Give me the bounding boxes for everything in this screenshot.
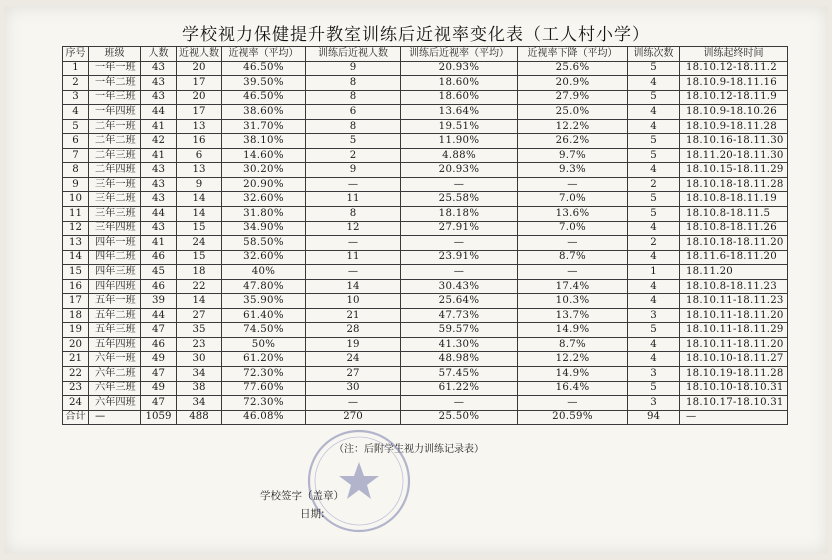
table-cell: 13 bbox=[177, 119, 222, 134]
table-cell: 24 bbox=[306, 352, 401, 367]
table-cell: — bbox=[306, 177, 401, 192]
table-cell: 44 bbox=[141, 105, 177, 120]
table-cell: 30.20% bbox=[222, 163, 306, 178]
table-cell: 一年一班 bbox=[89, 61, 141, 76]
table-row bbox=[63, 279, 788, 294]
table-cell: 20.93% bbox=[401, 163, 518, 178]
table-cell: — bbox=[518, 396, 628, 411]
table-cell: 四年四班 bbox=[89, 279, 141, 294]
table-cell: 18.11.20 bbox=[680, 265, 788, 280]
table-cell: 8.7% bbox=[518, 337, 628, 352]
date-label: 日期: bbox=[300, 508, 325, 520]
table-cell: 18.10.11-18.11.29 bbox=[680, 323, 788, 338]
table-row bbox=[63, 148, 788, 163]
table-cell: 74.50% bbox=[222, 323, 306, 338]
table-cell: 25.0% bbox=[518, 105, 628, 120]
table-cell: 2 bbox=[63, 76, 89, 91]
table-cell: 39.50% bbox=[222, 76, 306, 91]
signature-label: 学校签字（盖章） bbox=[260, 490, 344, 502]
table-cell: 18.10.15-18.11.29 bbox=[680, 163, 788, 178]
table-cell: 72.30% bbox=[222, 367, 306, 382]
table-cell: 4 bbox=[628, 294, 680, 309]
table-cell: 46 bbox=[141, 250, 177, 265]
table-cell: 4 bbox=[628, 337, 680, 352]
table-cell: 11 bbox=[63, 207, 89, 222]
table-cell: 21 bbox=[63, 352, 89, 367]
table-cell: 7.0% bbox=[518, 221, 628, 236]
table-cell: 27 bbox=[306, 367, 401, 382]
table-cell: 40% bbox=[222, 265, 306, 280]
table-cell: 9 bbox=[63, 177, 89, 192]
table-cell: 20.9% bbox=[518, 76, 628, 91]
table-cell: 8 bbox=[306, 90, 401, 105]
page-title: 学校视力保健提升教室训练后近视率变化表（工人村小学） bbox=[182, 25, 650, 45]
table-cell: 15 bbox=[177, 250, 222, 265]
table-cell: 43 bbox=[141, 192, 177, 207]
table-row bbox=[63, 90, 788, 105]
table-cell: 34 bbox=[177, 367, 222, 382]
table-cell: 22 bbox=[177, 279, 222, 294]
table-cell: 9 bbox=[177, 177, 222, 192]
table-cell: 23.91% bbox=[401, 250, 518, 265]
table-row bbox=[63, 308, 788, 323]
table-cell: 5 bbox=[628, 90, 680, 105]
table-row bbox=[63, 337, 788, 352]
header-cell: 近视率（平均） bbox=[222, 47, 306, 62]
table-cell: 72.30% bbox=[222, 396, 306, 411]
table-cell: 4 bbox=[63, 105, 89, 120]
table-cell: 17 bbox=[63, 294, 89, 309]
table-cell: 25.58% bbox=[401, 192, 518, 207]
table-cell: 13.64% bbox=[401, 105, 518, 120]
table-cell: 9.7% bbox=[518, 148, 628, 163]
table-cell: 22 bbox=[63, 367, 89, 382]
table-cell: 57.45% bbox=[401, 367, 518, 382]
table-row bbox=[63, 61, 788, 76]
table-cell: 六年一班 bbox=[89, 352, 141, 367]
header-cell: 近视人数 bbox=[177, 47, 222, 62]
table-cell: 46.08% bbox=[222, 410, 306, 425]
header-cell: 班级 bbox=[89, 47, 141, 62]
table-row bbox=[63, 119, 788, 134]
table-cell: 三年二班 bbox=[89, 192, 141, 207]
table-row bbox=[63, 105, 788, 120]
table-cell: 17 bbox=[177, 76, 222, 91]
table-cell: 24 bbox=[63, 396, 89, 411]
table-row bbox=[63, 221, 788, 236]
table-cell: 2 bbox=[628, 236, 680, 251]
table-cell: 30 bbox=[306, 381, 401, 396]
table-row bbox=[63, 192, 788, 207]
table-cell: 18.10.9-18.11.28 bbox=[680, 119, 788, 134]
table-cell: 25.6% bbox=[518, 61, 628, 76]
table-cell: 35 bbox=[177, 323, 222, 338]
table-cell: 18.10.18-18.11.28 bbox=[680, 177, 788, 192]
table-cell: 61.40% bbox=[222, 308, 306, 323]
table-cell: 27.91% bbox=[401, 221, 518, 236]
data-table bbox=[62, 46, 788, 425]
table-cell: 43 bbox=[141, 76, 177, 91]
table-cell: — bbox=[401, 396, 518, 411]
table-cell: 12 bbox=[63, 221, 89, 236]
table-cell: 12 bbox=[306, 221, 401, 236]
table-cell: 5 bbox=[628, 323, 680, 338]
table-cell: 9 bbox=[306, 163, 401, 178]
table-cell: 43 bbox=[141, 90, 177, 105]
table-cell: 3 bbox=[63, 90, 89, 105]
table-cell: 46.50% bbox=[222, 61, 306, 76]
table-cell: 21 bbox=[306, 308, 401, 323]
table-cell: 6 bbox=[306, 105, 401, 120]
table-cell: 13.6% bbox=[518, 207, 628, 222]
table-cell: 11 bbox=[306, 250, 401, 265]
table-cell: 18.18% bbox=[401, 207, 518, 222]
table-cell: 46 bbox=[141, 337, 177, 352]
table-cell: 20.59% bbox=[518, 410, 628, 425]
table-cell: 270 bbox=[306, 410, 401, 425]
table-cell: 19.51% bbox=[401, 119, 518, 134]
table-cell: 25.50% bbox=[401, 410, 518, 425]
table-cell: 16.4% bbox=[518, 381, 628, 396]
table-cell: 43 bbox=[141, 177, 177, 192]
table-cell: 18 bbox=[177, 265, 222, 280]
table-row bbox=[63, 352, 788, 367]
table-cell: 49 bbox=[141, 381, 177, 396]
table-cell: 18 bbox=[63, 308, 89, 323]
table-cell: 61.22% bbox=[401, 381, 518, 396]
table-cell: 二年四班 bbox=[89, 163, 141, 178]
table-cell: — bbox=[401, 177, 518, 192]
table-cell: — bbox=[680, 410, 788, 425]
table-cell: 五年四班 bbox=[89, 337, 141, 352]
table-cell: 14 bbox=[63, 250, 89, 265]
table-cell: 11.90% bbox=[401, 134, 518, 149]
table-cell: 34 bbox=[177, 396, 222, 411]
table-cell: 4 bbox=[628, 352, 680, 367]
table-cell: 43 bbox=[141, 163, 177, 178]
table-cell: — bbox=[89, 410, 141, 425]
table-cell: 2 bbox=[306, 148, 401, 163]
table-cell: 18.60% bbox=[401, 76, 518, 91]
table-cell: 18.10.11-18.11.20 bbox=[680, 337, 788, 352]
table-cell: 16 bbox=[177, 134, 222, 149]
table-cell: 六年二班 bbox=[89, 367, 141, 382]
table-cell: 18.10.12-18.11.9 bbox=[680, 90, 788, 105]
table-cell: 14.9% bbox=[518, 367, 628, 382]
table-cell: 47 bbox=[141, 323, 177, 338]
table-cell: 六年三班 bbox=[89, 381, 141, 396]
table-row bbox=[63, 207, 788, 222]
table-cell: 五年二班 bbox=[89, 308, 141, 323]
table-row bbox=[63, 134, 788, 149]
table-cell: 16 bbox=[63, 279, 89, 294]
table-cell: — bbox=[306, 236, 401, 251]
footnote: （注：后附学生视力训练记录表） bbox=[334, 444, 484, 455]
table-cell: 9 bbox=[306, 61, 401, 76]
table-cell: 10 bbox=[306, 294, 401, 309]
table-cell: 18.10.8-18.11.19 bbox=[680, 192, 788, 207]
table-cell: 15 bbox=[177, 221, 222, 236]
table-cell: 18.10.10-18.10.31 bbox=[680, 381, 788, 396]
table-cell: 二年一班 bbox=[89, 119, 141, 134]
header-cell: 近视率下降（平均） bbox=[518, 47, 628, 62]
table-row bbox=[63, 177, 788, 192]
table-cell: 4 bbox=[628, 163, 680, 178]
document-page bbox=[4, 6, 828, 554]
table-cell: 59.57% bbox=[401, 323, 518, 338]
table-cell: 23 bbox=[177, 337, 222, 352]
table-cell: 一年二班 bbox=[89, 76, 141, 91]
table-cell: 18.10.9-18.10.26 bbox=[680, 105, 788, 120]
table-cell: 20.93% bbox=[401, 61, 518, 76]
table-total-row bbox=[63, 410, 788, 425]
table-cell: 二年三班 bbox=[89, 148, 141, 163]
table-cell: 34.90% bbox=[222, 221, 306, 236]
table-cell: 18.10.11-18.11.23 bbox=[680, 294, 788, 309]
header-cell: 训练后近视率（平均） bbox=[401, 47, 518, 62]
table-cell: — bbox=[401, 236, 518, 251]
table-cell: 4 bbox=[628, 119, 680, 134]
table-cell: 41.30% bbox=[401, 337, 518, 352]
table-row bbox=[63, 294, 788, 309]
table-cell: 20 bbox=[63, 337, 89, 352]
table-cell: 20 bbox=[177, 61, 222, 76]
table-cell: 44 bbox=[141, 207, 177, 222]
header-cell: 训练次数 bbox=[628, 47, 680, 62]
table-cell: 58.50% bbox=[222, 236, 306, 251]
header-cell: 人数 bbox=[141, 47, 177, 62]
table-cell: 77.60% bbox=[222, 381, 306, 396]
table-row bbox=[63, 396, 788, 411]
table-cell: 32.60% bbox=[222, 250, 306, 265]
table-cell: 4 bbox=[628, 105, 680, 120]
table-cell: 61.20% bbox=[222, 352, 306, 367]
table-cell: 4 bbox=[628, 279, 680, 294]
table-cell: 18.10.17-18.10.31 bbox=[680, 396, 788, 411]
table-cell: 47 bbox=[141, 367, 177, 382]
table-cell: 14.60% bbox=[222, 148, 306, 163]
table-cell: 5 bbox=[628, 148, 680, 163]
table-cell: 五年三班 bbox=[89, 323, 141, 338]
table-cell: 20.90% bbox=[222, 177, 306, 192]
table-cell: 3 bbox=[628, 396, 680, 411]
table-cell: 14.9% bbox=[518, 323, 628, 338]
table-cell: 27 bbox=[177, 308, 222, 323]
table-cell: 四年二班 bbox=[89, 250, 141, 265]
table-row bbox=[63, 323, 788, 338]
table-cell: 42 bbox=[141, 134, 177, 149]
table-cell: 18.10.19-18.11.28 bbox=[680, 367, 788, 382]
table-cell: 5 bbox=[628, 134, 680, 149]
table-body bbox=[63, 61, 788, 425]
table-cell: — bbox=[401, 265, 518, 280]
table-cell: 18.10.12-18.11.2 bbox=[680, 61, 788, 76]
table-cell: 四年一班 bbox=[89, 236, 141, 251]
table-cell: 35.90% bbox=[222, 294, 306, 309]
table-cell: 1059 bbox=[141, 410, 177, 425]
table-cell: 一年四班 bbox=[89, 105, 141, 120]
table-cell: 五年一班 bbox=[89, 294, 141, 309]
table-cell: 43 bbox=[141, 61, 177, 76]
table-cell: 27.9% bbox=[518, 90, 628, 105]
table-cell: 30 bbox=[177, 352, 222, 367]
table-cell: 41 bbox=[141, 148, 177, 163]
table-cell: 50% bbox=[222, 337, 306, 352]
table-cell: 5 bbox=[628, 207, 680, 222]
table-cell: 7.0% bbox=[518, 192, 628, 207]
table-cell: 46 bbox=[141, 279, 177, 294]
table-cell: 4 bbox=[628, 221, 680, 236]
table-cell: 7 bbox=[63, 148, 89, 163]
table-cell: 38.60% bbox=[222, 105, 306, 120]
table-cell: 38.10% bbox=[222, 134, 306, 149]
table-cell: 20 bbox=[177, 90, 222, 105]
table-cell: 48.98% bbox=[401, 352, 518, 367]
table-cell: 19 bbox=[63, 323, 89, 338]
table-cell: 5 bbox=[628, 192, 680, 207]
table-cell: 13 bbox=[63, 236, 89, 251]
table-row bbox=[63, 76, 788, 91]
table-cell: 三年一班 bbox=[89, 177, 141, 192]
table-cell: 3 bbox=[628, 367, 680, 382]
table-row bbox=[63, 236, 788, 251]
table-cell: 18.10.8-18.11.26 bbox=[680, 221, 788, 236]
table-cell: 18.10.11-18.11.20 bbox=[680, 308, 788, 323]
table-cell: 11 bbox=[306, 192, 401, 207]
header-cell: 训练后近视人数 bbox=[306, 47, 401, 62]
table-cell: 18.11.6-18.11.20 bbox=[680, 250, 788, 265]
table-cell: 19 bbox=[306, 337, 401, 352]
table-cell: 5 bbox=[306, 134, 401, 149]
table-cell: 二年二班 bbox=[89, 134, 141, 149]
table-cell: 4.88% bbox=[401, 148, 518, 163]
table-cell: — bbox=[518, 265, 628, 280]
table-cell: 25.64% bbox=[401, 294, 518, 309]
table-cell: 13.7% bbox=[518, 308, 628, 323]
table-cell: 47 bbox=[141, 396, 177, 411]
header-cell: 训练起终时间 bbox=[680, 47, 788, 62]
table-cell: 14 bbox=[177, 192, 222, 207]
table-row bbox=[63, 163, 788, 178]
table-cell: 28 bbox=[306, 323, 401, 338]
table-cell: 5 bbox=[628, 381, 680, 396]
table-cell: 43 bbox=[141, 221, 177, 236]
table-cell: 10 bbox=[63, 192, 89, 207]
table-cell: 9.3% bbox=[518, 163, 628, 178]
table-cell: — bbox=[306, 396, 401, 411]
table-cell: 41 bbox=[141, 236, 177, 251]
table-cell: 17.4% bbox=[518, 279, 628, 294]
table-cell: 30.43% bbox=[401, 279, 518, 294]
table-cell: 六年四班 bbox=[89, 396, 141, 411]
table-cell: 14 bbox=[177, 207, 222, 222]
table-cell: 6 bbox=[63, 134, 89, 149]
table-cell: 合计 bbox=[63, 410, 89, 425]
table-row bbox=[63, 381, 788, 396]
table-row bbox=[63, 265, 788, 280]
table-cell: 三年四班 bbox=[89, 221, 141, 236]
table-cell: 5 bbox=[63, 119, 89, 134]
table-cell: 39 bbox=[141, 294, 177, 309]
table-cell: 1 bbox=[628, 265, 680, 280]
table-cell: 17 bbox=[177, 105, 222, 120]
table-cell: 8.7% bbox=[518, 250, 628, 265]
header-cell: 序号 bbox=[63, 47, 89, 62]
table-cell: 一年三班 bbox=[89, 90, 141, 105]
table-row bbox=[63, 367, 788, 382]
table-cell: 4 bbox=[628, 76, 680, 91]
table-cell: 10.3% bbox=[518, 294, 628, 309]
table-cell: — bbox=[518, 236, 628, 251]
table-cell: 32.60% bbox=[222, 192, 306, 207]
table-cell: 8 bbox=[306, 207, 401, 222]
table-cell: 47.80% bbox=[222, 279, 306, 294]
table-cell: 45 bbox=[141, 265, 177, 280]
table-cell: 12.2% bbox=[518, 352, 628, 367]
table-cell: 23 bbox=[63, 381, 89, 396]
table-cell: 18.11.20-18.11.30 bbox=[680, 148, 788, 163]
table-row bbox=[63, 250, 788, 265]
table-cell: 49 bbox=[141, 352, 177, 367]
table-cell: 三年三班 bbox=[89, 207, 141, 222]
table-cell: 46.50% bbox=[222, 90, 306, 105]
table-cell: 94 bbox=[628, 410, 680, 425]
table-cell: 18.10.8-18.11.23 bbox=[680, 279, 788, 294]
table-header-row bbox=[63, 47, 788, 62]
table-cell: 44 bbox=[141, 308, 177, 323]
table-cell: — bbox=[306, 265, 401, 280]
table-cell: 3 bbox=[628, 308, 680, 323]
table-cell: 四年三班 bbox=[89, 265, 141, 280]
table-cell: 14 bbox=[177, 294, 222, 309]
table-cell: 18.60% bbox=[401, 90, 518, 105]
table-cell: 38 bbox=[177, 381, 222, 396]
table-cell: 12.2% bbox=[518, 119, 628, 134]
table-cell: 31.70% bbox=[222, 119, 306, 134]
table-cell: 488 bbox=[177, 410, 222, 425]
table-cell: 47.73% bbox=[401, 308, 518, 323]
table-cell: 5 bbox=[628, 61, 680, 76]
table-cell: 41 bbox=[141, 119, 177, 134]
table-cell: 26.2% bbox=[518, 134, 628, 149]
table-cell: 18.10.9-18.11.16 bbox=[680, 76, 788, 91]
table-cell: 8 bbox=[63, 163, 89, 178]
table-cell: 4 bbox=[628, 250, 680, 265]
table-cell: 18.10.8-18.11.5 bbox=[680, 207, 788, 222]
table-cell: 15 bbox=[63, 265, 89, 280]
table-cell: 13 bbox=[177, 163, 222, 178]
table-cell: 18.10.18-18.11.20 bbox=[680, 236, 788, 251]
table-cell: 8 bbox=[306, 76, 401, 91]
table-cell: 2 bbox=[628, 177, 680, 192]
table-cell: 31.80% bbox=[222, 207, 306, 222]
table-cell: 18.10.16-18.11.30 bbox=[680, 134, 788, 149]
table-cell: 1 bbox=[63, 61, 89, 76]
table-cell: 6 bbox=[177, 148, 222, 163]
table-cell: 18.10.10-18.11.27 bbox=[680, 352, 788, 367]
table-cell: — bbox=[518, 177, 628, 192]
table-cell: 14 bbox=[306, 279, 401, 294]
table-cell: 8 bbox=[306, 119, 401, 134]
table-cell: 24 bbox=[177, 236, 222, 251]
